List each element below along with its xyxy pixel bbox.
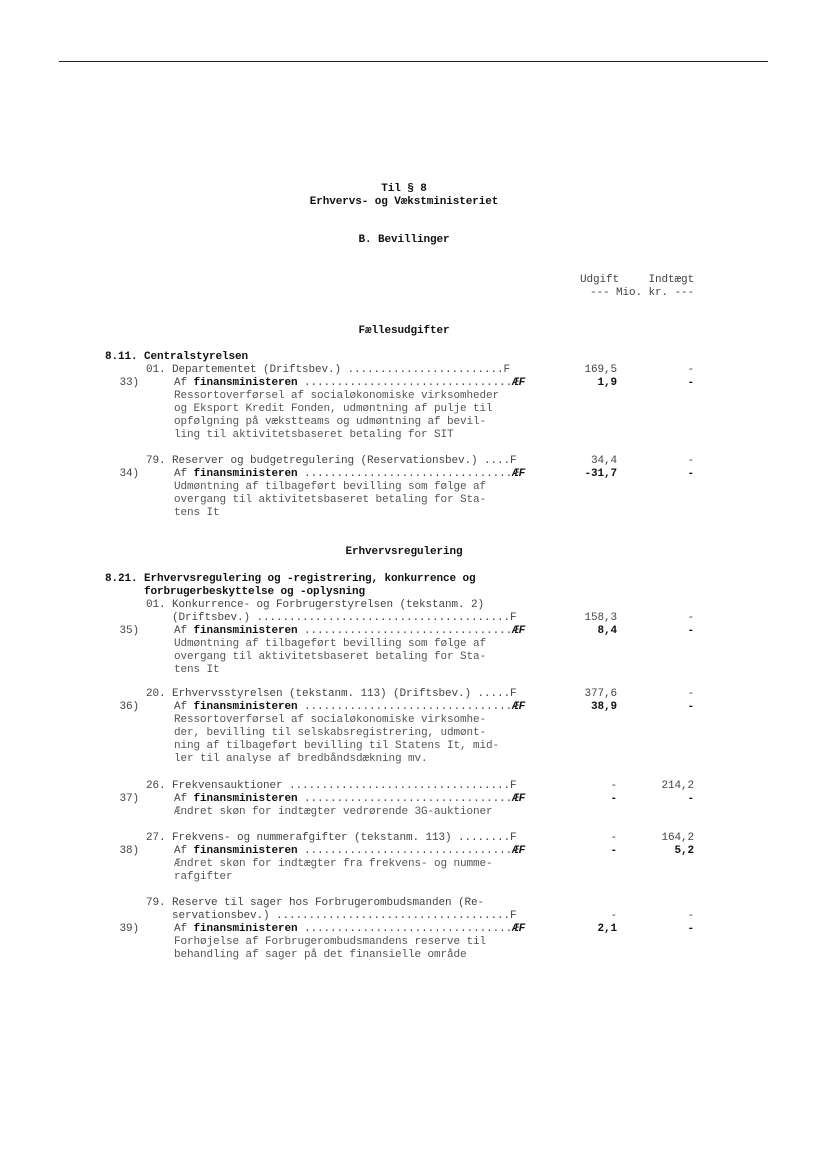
change-leader-dots: ................................ [297, 923, 513, 935]
change-amount-indtaegt: - [687, 923, 694, 935]
column-header-indtaegt: Indtægt [648, 274, 694, 286]
change-amount-udgift: - [610, 793, 617, 805]
change-leader-dots: ................................ [297, 625, 513, 637]
change-code: ÆF [512, 625, 526, 637]
note-number: 34) [119, 468, 139, 480]
change-authority: finansministeren [193, 845, 298, 857]
note-number: 38) [119, 845, 139, 857]
change-authority: finansministeren [193, 923, 298, 935]
change-prefix: Af [174, 923, 194, 935]
change-amount-udgift: 8,4 [597, 625, 617, 637]
change-description: rafgifter [174, 871, 233, 883]
change-leader-dots: ................................ [297, 845, 513, 857]
change-amount-udgift: 38,9 [590, 701, 617, 713]
change-authority: finansministeren [193, 468, 298, 480]
change-authority: finansministeren [193, 625, 298, 637]
change-amount-indtaegt: - [687, 793, 694, 805]
amount-udgift: - [610, 780, 617, 792]
change-amount-indtaegt: - [687, 377, 694, 389]
finance-minister-change-line [174, 377, 525, 390]
change-description: Udmøntning af tilbageført bevilling som følge af [174, 638, 487, 650]
amount-udgift: - [610, 832, 617, 844]
appropriation-line: (Driftsbev.) .......................................F [146, 612, 517, 624]
finance-minister-change-line [174, 625, 525, 638]
finance-minister-change-line [174, 923, 525, 936]
change-description: tens It [174, 507, 220, 519]
top-rule [59, 61, 768, 62]
change-description: der, bevilling til selskabsregistrering, udmønt- [174, 727, 487, 739]
change-description: Forhøjelse af Forbrugerombudsmandens reserve til [174, 936, 487, 948]
change-amount-indtaegt: 5,2 [674, 845, 694, 857]
change-description: opfølgning på vækstteams og udmøntning af bevil- [174, 416, 487, 428]
amount-indtaegt: - [687, 688, 694, 700]
amount-udgift: - [610, 910, 617, 922]
change-prefix: Af [174, 701, 194, 713]
change-description: Ændret skøn for indtægter vedrørende 3G-auktioner [174, 806, 493, 818]
account-title: 8.11. Centralstyrelsen [105, 351, 249, 363]
appropriation-line: 01. Konkurrence- og Forbrugerstyrelsen (tekstanm. 2) [146, 599, 485, 611]
change-amount-udgift: -31,7 [584, 468, 617, 480]
account-title: forbrugerbeskyttelse og -oplysning [105, 586, 366, 598]
amount-udgift: 34,4 [590, 455, 617, 467]
finance-minister-change-line [174, 793, 525, 806]
column-header-unit: --- Mio. kr. --- [589, 287, 694, 299]
change-authority: finansministeren [193, 377, 298, 389]
appropriation-line: servationsbev.) ....................................F [146, 910, 517, 922]
change-description: Ændret skøn for indtægter fra frekvens- og numme- [174, 858, 493, 870]
change-description: Udmøntning af tilbageført bevilling som følge af [174, 481, 487, 493]
group-heading: Fællesudgifter [358, 325, 450, 337]
note-number: 35) [119, 625, 139, 637]
appropriation-line: 79. Reserve til sager hos Forbrugerombudsmanden (Re- [146, 897, 485, 909]
change-amount-indtaegt: - [687, 468, 694, 480]
change-leader-dots: ................................ [297, 701, 513, 713]
amount-indtaegt: - [687, 364, 694, 376]
change-amount-indtaegt: - [687, 701, 694, 713]
change-description: overgang til aktivitetsbaseret betaling for Sta- [174, 651, 487, 663]
change-description: Ressortoverførsel af socialøkonomiske virksomheder [174, 390, 500, 402]
amount-udgift: 158,3 [584, 612, 617, 624]
amount-indtaegt: 214,2 [661, 780, 694, 792]
change-description: og Eksport Kredit Fonden, udmøntning af pulje til [174, 403, 493, 415]
change-description: tens It [174, 664, 220, 676]
amount-indtaegt: - [687, 910, 694, 922]
change-leader-dots: ................................ [297, 468, 513, 480]
appropriation-line: 27. Frekvens- og nummerafgifter (tekstanm. 113) ........F [146, 832, 517, 844]
note-number: 36) [119, 701, 139, 713]
group-heading: Erhvervsregulering [345, 546, 463, 558]
change-description: overgang til aktivitetsbaseret betaling for Sta- [174, 494, 487, 506]
change-code: ÆF [512, 923, 526, 935]
change-description: ling til aktivitetsbaseret betaling for SIT [174, 429, 454, 441]
change-code: ÆF [512, 845, 526, 857]
finance-minister-change-line [174, 701, 525, 714]
appropriation-line: 20. Erhvervsstyrelsen (tekstanm. 113) (Driftsbev.) .....F [146, 688, 517, 700]
change-amount-udgift: 2,1 [597, 923, 617, 935]
appropriation-line: 79. Reserver og budgetregulering (Reservationsbev.) ....F [146, 455, 517, 467]
appropriation-line: 26. Frekvensauktioner ..................................F [146, 780, 517, 792]
change-prefix: Af [174, 625, 194, 637]
amount-indtaegt: 164,2 [661, 832, 694, 844]
note-number: 39) [119, 923, 139, 935]
change-leader-dots: ................................ [297, 377, 513, 389]
column-header-udgift: Udgift [579, 274, 619, 286]
finance-minister-change-line [174, 845, 525, 858]
change-description: behandling af sager på det finansielle område [174, 949, 467, 961]
change-prefix: Af [174, 377, 194, 389]
change-authority: finansministeren [193, 701, 298, 713]
change-amount-indtaegt: - [687, 625, 694, 637]
change-description: ler til analyse af bredbåndsdækning mv. [174, 753, 428, 765]
amount-udgift: 377,6 [584, 688, 617, 700]
amount-indtaegt: - [687, 612, 694, 624]
change-authority: finansministeren [193, 793, 298, 805]
change-prefix: Af [174, 793, 194, 805]
change-code: ÆF [512, 377, 526, 389]
amount-indtaegt: - [687, 455, 694, 467]
change-amount-udgift: 1,9 [597, 377, 617, 389]
account-title: 8.21. Erhvervsregulering og -registrering, konkurrence og [105, 573, 476, 585]
change-leader-dots: ................................ [297, 793, 513, 805]
note-number: 33) [119, 377, 139, 389]
change-description: ning af tilbageført bevilling til Statens It, mid- [174, 740, 500, 752]
change-code: ÆF [512, 468, 526, 480]
change-amount-udgift: - [610, 845, 617, 857]
note-number: 37) [119, 793, 139, 805]
appropriation-line: 01. Departementet (Driftsbev.) ........................F [146, 364, 511, 376]
page-title-ministry: Erhvervs- og Vækstministeriet [309, 196, 499, 208]
section-heading: B. Bevillinger [358, 234, 450, 246]
change-prefix: Af [174, 468, 194, 480]
amount-udgift: 169,5 [584, 364, 617, 376]
page-title-paragraph: Til § 8 [381, 183, 427, 195]
change-code: ÆF [512, 793, 526, 805]
change-code: ÆF [512, 701, 526, 713]
change-description: Ressortoverførsel af socialøkonomiske virksomhe- [174, 714, 487, 726]
change-prefix: Af [174, 845, 194, 857]
finance-minister-change-line [174, 468, 525, 481]
